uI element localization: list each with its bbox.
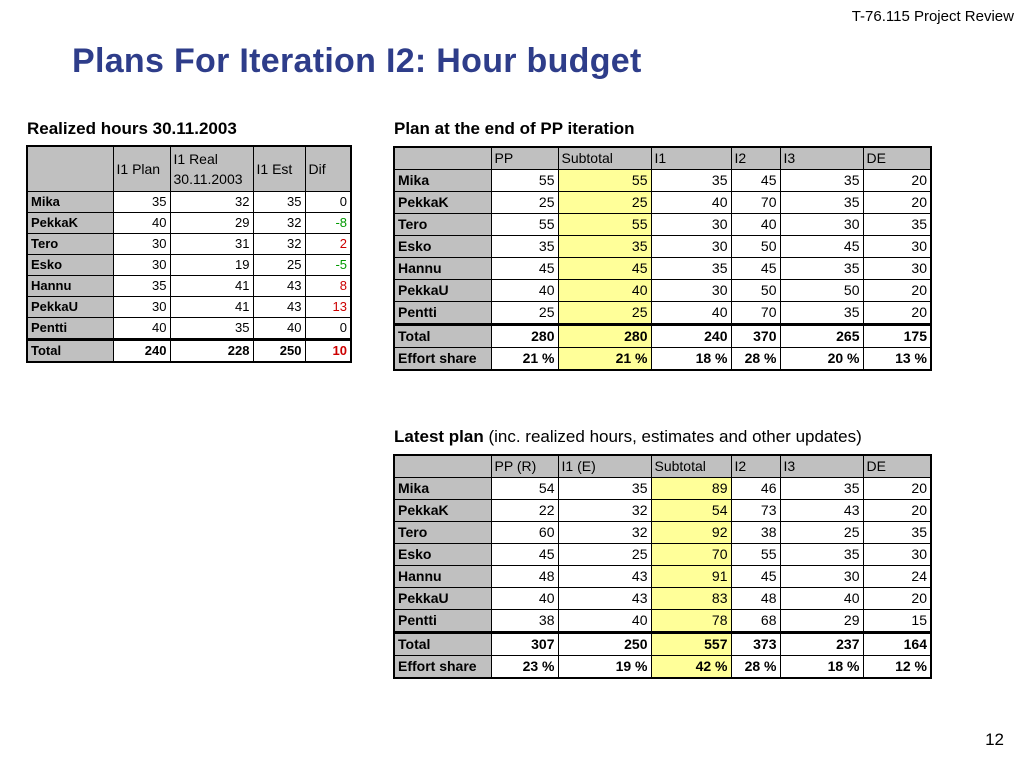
dif-cell: 8 [305, 276, 351, 297]
subtotal-cell: 54 [651, 500, 731, 522]
total-label: Total [394, 633, 491, 656]
total-row [394, 325, 931, 348]
cell: 70 [731, 302, 780, 325]
dif-cell: 10 [305, 340, 351, 363]
person-name: Mika [394, 478, 491, 500]
subtotal-cell: 280 [558, 325, 651, 348]
cell: 20 [863, 192, 931, 214]
cell: 20 [863, 500, 931, 522]
cell: 40 [113, 318, 170, 340]
page-number: 12 [985, 730, 1004, 749]
cell: 55 [731, 544, 780, 566]
effort-share-label: Effort share [394, 656, 491, 679]
person-name: Hannu [27, 276, 113, 297]
cell: 22 [491, 500, 558, 522]
cell: 35 [780, 192, 863, 214]
cell: 20 [863, 588, 931, 610]
person-name: Mika [27, 192, 113, 213]
table-row [27, 255, 351, 276]
column-header: DE [863, 147, 931, 170]
cell: 50 [780, 280, 863, 302]
cell: 70 [731, 192, 780, 214]
header-label: T-76.115 Project Review [851, 8, 1014, 25]
person-name: Esko [27, 255, 113, 276]
cell: 38 [731, 522, 780, 544]
person-name: Pentti [394, 302, 491, 325]
cell: 24 [863, 566, 931, 588]
cell: 32 [253, 234, 305, 255]
cell: 40 [491, 588, 558, 610]
subtotal-cell: 45 [558, 258, 651, 280]
column-header: I3 [780, 147, 863, 170]
cell: 45 [491, 258, 558, 280]
table-row [394, 170, 931, 192]
column-header: I3 [780, 455, 863, 478]
subtotal-cell: 557 [651, 633, 731, 656]
subtotal-cell: 55 [558, 170, 651, 192]
cell: 18 % [651, 348, 731, 371]
cell: 30 [651, 280, 731, 302]
total-row [27, 340, 351, 363]
table-row [27, 213, 351, 234]
cell: 40 [113, 213, 170, 234]
subtotal-cell: 35 [558, 236, 651, 258]
cell: 40 [780, 588, 863, 610]
cell: 32 [170, 192, 253, 213]
corner-cell [394, 455, 491, 478]
table-row [394, 280, 931, 302]
latest-plan-caption [394, 427, 862, 447]
cell: 55 [491, 214, 558, 236]
cell: 32 [558, 522, 651, 544]
cell: 30 [780, 566, 863, 588]
cell: 50 [731, 236, 780, 258]
effort-share-label: Effort share [394, 348, 491, 371]
dif-cell: -5 [305, 255, 351, 276]
person-name: Pentti [27, 318, 113, 340]
cell: 240 [113, 340, 170, 363]
cell: 28 % [731, 656, 780, 679]
latest-plan-table [393, 454, 932, 679]
cell: 35 [253, 192, 305, 213]
column-header: I1 Plan [113, 146, 170, 192]
cell: 55 [491, 170, 558, 192]
cell: 25 [253, 255, 305, 276]
cell: 30 [651, 236, 731, 258]
cell: 43 [253, 276, 305, 297]
table-row [394, 522, 931, 544]
subtotal-cell: 55 [558, 214, 651, 236]
cell: 68 [731, 610, 780, 633]
cell: 370 [731, 325, 780, 348]
cell: 41 [170, 297, 253, 318]
cell: 45 [491, 544, 558, 566]
cell: 60 [491, 522, 558, 544]
effort-share-row [394, 348, 931, 371]
cell: 40 [651, 192, 731, 214]
person-name: Mika [394, 170, 491, 192]
subtotal-cell: 91 [651, 566, 731, 588]
table-header-row [394, 455, 931, 478]
cell: 228 [170, 340, 253, 363]
total-label: Total [394, 325, 491, 348]
column-header: Subtotal [651, 455, 731, 478]
person-name: Hannu [394, 566, 491, 588]
cell: 175 [863, 325, 931, 348]
table-row [27, 318, 351, 340]
person-name: PekkaK [394, 192, 491, 214]
column-header: PP (R) [491, 455, 558, 478]
table-header-row [27, 146, 351, 192]
table-row [27, 192, 351, 213]
column-header: I1 (E) [558, 455, 651, 478]
subtotal-cell: 25 [558, 302, 651, 325]
cell: 45 [731, 566, 780, 588]
cell: 19 [170, 255, 253, 276]
person-name: Esko [394, 236, 491, 258]
cell: 35 [780, 170, 863, 192]
cell: 43 [558, 566, 651, 588]
column-header: I1 [651, 147, 731, 170]
cell: 30 [113, 234, 170, 255]
cell: 20 % [780, 348, 863, 371]
cell: 25 [491, 302, 558, 325]
cell: 40 [651, 302, 731, 325]
cell: 30 [651, 214, 731, 236]
cell: 43 [558, 588, 651, 610]
cell: 23 % [491, 656, 558, 679]
cell: 43 [780, 500, 863, 522]
table-row [394, 566, 931, 588]
plan-caption: Plan at the end of PP iteration [394, 119, 635, 138]
table-row [394, 302, 931, 325]
dif-cell: 2 [305, 234, 351, 255]
subtotal-cell: 25 [558, 192, 651, 214]
table-row [394, 544, 931, 566]
cell: 35 [170, 318, 253, 340]
cell: 41 [170, 276, 253, 297]
cell: 35 [113, 276, 170, 297]
table-row [394, 214, 931, 236]
cell: 46 [731, 478, 780, 500]
cell: 30 [863, 236, 931, 258]
cell: 28 % [731, 348, 780, 371]
cell: 35 [780, 544, 863, 566]
cell: 30 [863, 544, 931, 566]
total-row [394, 633, 931, 656]
cell: 35 [863, 214, 931, 236]
cell: 12 % [863, 656, 931, 679]
person-name: Tero [394, 522, 491, 544]
cell: 30 [863, 258, 931, 280]
subtotal-cell: 89 [651, 478, 731, 500]
cell: 25 [780, 522, 863, 544]
subtotal-cell: 42 % [651, 656, 731, 679]
cell: 45 [731, 170, 780, 192]
cell: 20 [863, 302, 931, 325]
subtotal-cell: 78 [651, 610, 731, 633]
dif-cell: 13 [305, 297, 351, 318]
person-name: PekkaK [27, 213, 113, 234]
cell: 13 % [863, 348, 931, 371]
table-row [394, 192, 931, 214]
column-header: Dif [305, 146, 351, 192]
cell: 237 [780, 633, 863, 656]
person-name: Tero [394, 214, 491, 236]
column-header: Subtotal [558, 147, 651, 170]
slide-title: Plans For Iteration I2: Hour budget [72, 42, 642, 80]
cell: 30 [780, 214, 863, 236]
column-header: I1 Est [253, 146, 305, 192]
person-name: PekkaU [27, 297, 113, 318]
cell: 40 [491, 280, 558, 302]
cell: 20 [863, 170, 931, 192]
cell: 30 [113, 297, 170, 318]
person-name: Hannu [394, 258, 491, 280]
column-header: PP [491, 147, 558, 170]
cell: 35 [780, 302, 863, 325]
cell: 40 [253, 318, 305, 340]
cell: 25 [491, 192, 558, 214]
table-row [27, 276, 351, 297]
cell: 35 [558, 478, 651, 500]
cell: 30 [113, 255, 170, 276]
dif-cell: 0 [305, 192, 351, 213]
person-name: Esko [394, 544, 491, 566]
table-row [394, 236, 931, 258]
cell: 250 [558, 633, 651, 656]
cell: 40 [731, 214, 780, 236]
column-header: I2 [731, 147, 780, 170]
total-label: Total [27, 340, 113, 363]
plan-table [393, 146, 932, 371]
cell: 25 [558, 544, 651, 566]
cell: 45 [780, 236, 863, 258]
corner-cell [394, 147, 491, 170]
cell: 45 [731, 258, 780, 280]
cell: 35 [491, 236, 558, 258]
table-row [27, 234, 351, 255]
cell: 250 [253, 340, 305, 363]
cell: 373 [731, 633, 780, 656]
cell: 15 [863, 610, 931, 633]
person-name: PekkaU [394, 588, 491, 610]
person-name: Pentti [394, 610, 491, 633]
person-name: PekkaK [394, 500, 491, 522]
cell: 48 [491, 566, 558, 588]
table-row [27, 297, 351, 318]
cell: 35 [780, 258, 863, 280]
effort-share-row [394, 656, 931, 679]
cell: 31 [170, 234, 253, 255]
subtotal-cell: 92 [651, 522, 731, 544]
cell: 29 [170, 213, 253, 234]
cell: 32 [558, 500, 651, 522]
cell: 21 % [491, 348, 558, 371]
cell: 307 [491, 633, 558, 656]
cell: 240 [651, 325, 731, 348]
cell: 54 [491, 478, 558, 500]
table-row [394, 478, 931, 500]
dif-cell: 0 [305, 318, 351, 340]
cell: 38 [491, 610, 558, 633]
subtotal-cell: 21 % [558, 348, 651, 371]
realized-hours-caption: Realized hours 30.11.2003 [27, 119, 237, 138]
latest-plan-caption-note: (inc. realized hours, estimates and other updates) [483, 427, 862, 446]
cell: 18 % [780, 656, 863, 679]
cell: 48 [731, 588, 780, 610]
subtotal-cell: 83 [651, 588, 731, 610]
person-name: PekkaU [394, 280, 491, 302]
cell: 19 % [558, 656, 651, 679]
cell: 35 [780, 478, 863, 500]
cell: 43 [253, 297, 305, 318]
column-header: DE [863, 455, 931, 478]
cell: 35 [113, 192, 170, 213]
cell: 35 [651, 170, 731, 192]
cell: 35 [651, 258, 731, 280]
cell: 20 [863, 280, 931, 302]
cell: 40 [558, 610, 651, 633]
table-header-row [394, 147, 931, 170]
dif-cell: -8 [305, 213, 351, 234]
cell: 50 [731, 280, 780, 302]
column-header: I1 Real 30.11.2003 [170, 146, 253, 192]
table-row [394, 258, 931, 280]
latest-plan-caption-bold: Latest plan [394, 427, 484, 446]
column-header: I2 [731, 455, 780, 478]
realized-hours-table [26, 145, 352, 363]
cell: 265 [780, 325, 863, 348]
cell: 32 [253, 213, 305, 234]
subtotal-cell: 70 [651, 544, 731, 566]
person-name: Tero [27, 234, 113, 255]
table-row [394, 500, 931, 522]
cell: 20 [863, 478, 931, 500]
cell: 29 [780, 610, 863, 633]
subtotal-cell: 40 [558, 280, 651, 302]
corner-cell [27, 146, 113, 192]
cell: 280 [491, 325, 558, 348]
cell: 73 [731, 500, 780, 522]
cell: 164 [863, 633, 931, 656]
cell: 35 [863, 522, 931, 544]
table-row [394, 610, 931, 633]
table-row [394, 588, 931, 610]
